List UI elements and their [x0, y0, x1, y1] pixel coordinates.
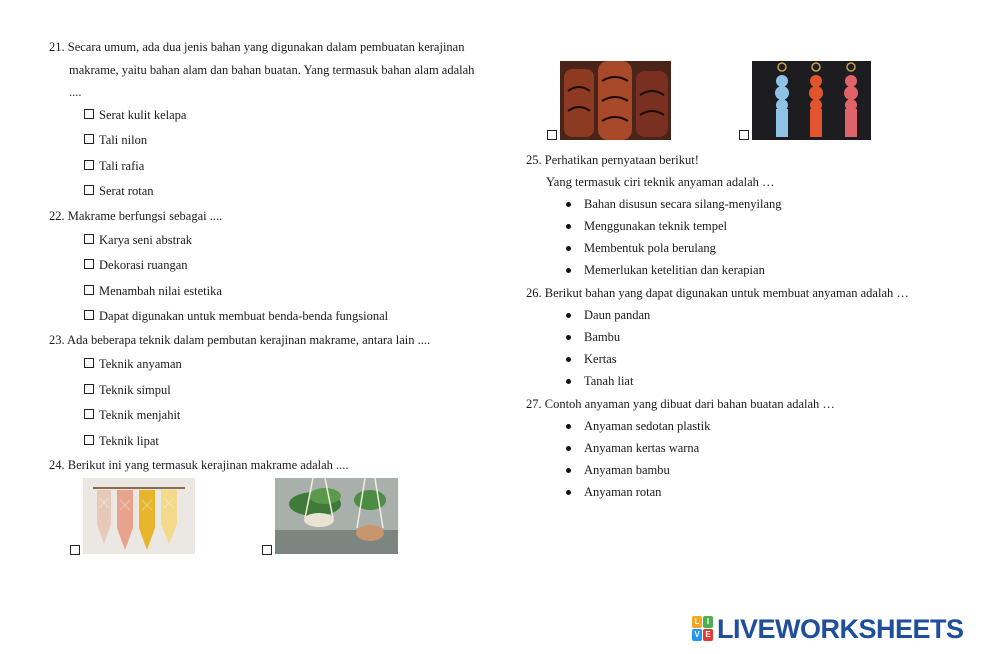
- option-label: Tali nilon: [99, 133, 148, 147]
- bullet-icon: [566, 224, 571, 229]
- list-item[interactable]: Menggunakan teknik tempel: [584, 219, 728, 233]
- option-label: Tali rafia: [99, 159, 145, 173]
- bullet-icon: [566, 379, 571, 384]
- bullet-icon: [566, 335, 571, 340]
- option-checkbox[interactable]: [84, 107, 186, 123]
- option-checkbox[interactable]: [84, 407, 180, 423]
- logo-letter: L: [692, 616, 702, 628]
- option-label: Teknik simpul: [99, 383, 171, 397]
- image-option-checkbox[interactable]: [547, 130, 557, 140]
- checkbox-icon[interactable]: [84, 259, 94, 269]
- liveworksheets-logo: [692, 614, 964, 644]
- question-26: 26. Berikut bahan yang dapat digunakan untuk membuat anyaman adalah …: [526, 286, 909, 300]
- option-checkbox[interactable]: [84, 433, 159, 449]
- checkbox-icon[interactable]: [84, 435, 94, 445]
- list-item[interactable]: Bahan disusun secara silang-menyilang: [584, 197, 782, 211]
- checkbox-icon[interactable]: [84, 160, 94, 170]
- logo-letter: E: [703, 629, 713, 641]
- option-checkbox[interactable]: [84, 183, 154, 199]
- checkbox-icon[interactable]: [84, 409, 94, 419]
- option-checkbox[interactable]: [84, 158, 144, 174]
- checkbox-icon[interactable]: [84, 358, 94, 368]
- bullet-icon: [566, 446, 571, 451]
- option-label: Teknik menjahit: [99, 408, 181, 422]
- bullet-icon: [566, 468, 571, 473]
- bullet-icon: [566, 202, 571, 207]
- list-item[interactable]: Anyaman kertas warna: [584, 441, 700, 455]
- list-item[interactable]: Kertas: [584, 352, 617, 366]
- option-label: Dekorasi ruangan: [99, 258, 188, 272]
- checkbox-icon[interactable]: [84, 234, 94, 244]
- checkbox-icon[interactable]: [84, 310, 94, 320]
- question-25: 25. Perhatikan pernyataan berikut!: [526, 153, 699, 167]
- logo-text: LIVEWORKSHEETS: [717, 613, 964, 644]
- list-item[interactable]: Anyaman sedotan plastik: [584, 419, 711, 433]
- question-23: 23. Ada beberapa teknik dalam pembutan kerajinan makrame, antara lain ....: [49, 333, 431, 347]
- live-blocks-icon: [692, 616, 714, 642]
- macrame-wall-hanging-image: [83, 478, 195, 554]
- image-option-checkbox[interactable]: [739, 130, 749, 140]
- question-22: 22. Makrame berfungsi sebagai ....: [49, 209, 223, 223]
- option-checkbox[interactable]: [84, 356, 182, 372]
- bullet-icon: [566, 246, 571, 251]
- option-checkbox[interactable]: [84, 232, 192, 248]
- list-item[interactable]: Memerlukan ketelitian dan kerapian: [584, 263, 765, 277]
- option-checkbox[interactable]: [84, 308, 388, 324]
- question-27: 27. Contoh anyaman yang dibuat dari bahan buatan adalah …: [526, 397, 835, 411]
- checkbox-icon[interactable]: [84, 109, 94, 119]
- question-21-line1: 21. Secara umum, ada dua jenis bahan yang digunakan dalam pembuatan kerajinan: [49, 40, 465, 54]
- checkbox-icon[interactable]: [84, 384, 94, 394]
- option-label: Karya seni abstrak: [99, 233, 193, 247]
- list-item[interactable]: Daun pandan: [584, 308, 651, 322]
- bullet-icon: [566, 490, 571, 495]
- logo-letter: I: [703, 616, 713, 628]
- carved-pottery-vases-image: [560, 61, 671, 140]
- list-item[interactable]: Bambu: [584, 330, 621, 344]
- checkbox-icon[interactable]: [84, 134, 94, 144]
- bullet-icon: [566, 268, 571, 273]
- option-label: Dapat digunakan untuk membuat benda-benda fungsional: [99, 309, 389, 323]
- option-label: Menambah nilai estetika: [99, 284, 222, 298]
- list-item[interactable]: Tanah liat: [584, 374, 634, 388]
- option-label: Teknik lipat: [99, 434, 159, 448]
- checkbox-icon[interactable]: [84, 285, 94, 295]
- macrame-keychains-image: [752, 61, 871, 140]
- option-label: Serat rotan: [99, 184, 154, 198]
- macrame-plant-hanger-image: [275, 478, 398, 554]
- option-checkbox[interactable]: [84, 283, 222, 299]
- bullet-icon: [566, 313, 571, 318]
- option-checkbox[interactable]: [84, 382, 171, 398]
- bullet-icon: [566, 424, 571, 429]
- logo-letter: V: [692, 629, 702, 641]
- question-21-line2: makrame, yaitu bahan alam dan bahan buatan. Yang termasuk bahan alam adalah: [69, 63, 475, 77]
- question-24: 24. Berikut ini yang termasuk kerajinan makrame adalah ....: [49, 458, 349, 472]
- question-25-sub: Yang termasuk ciri teknik anyaman adalah …: [546, 175, 775, 189]
- image-option-checkbox[interactable]: [262, 545, 272, 555]
- list-item[interactable]: Anyaman rotan: [584, 485, 662, 499]
- option-label: Teknik anyaman: [99, 357, 182, 371]
- checkbox-icon[interactable]: [84, 185, 94, 195]
- option-checkbox[interactable]: [84, 257, 188, 273]
- bullet-icon: [566, 357, 571, 362]
- option-checkbox[interactable]: [84, 132, 147, 148]
- question-21-line3: ....: [69, 85, 82, 99]
- list-item[interactable]: Anyaman bambu: [584, 463, 670, 477]
- image-option-checkbox[interactable]: [70, 545, 80, 555]
- list-item[interactable]: Membentuk pola berulang: [584, 241, 716, 255]
- option-label: Serat kulit kelapa: [99, 108, 187, 122]
